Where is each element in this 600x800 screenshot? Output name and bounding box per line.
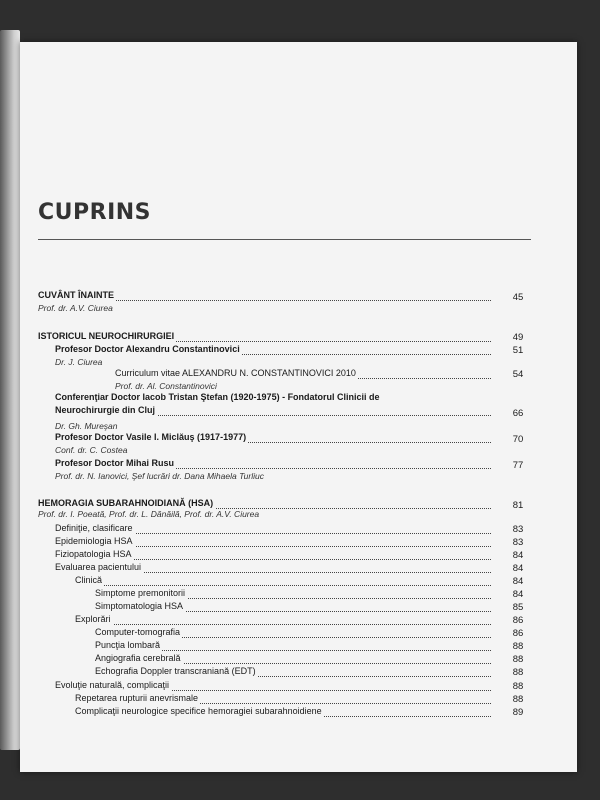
toc-entry-label: Curriculum vitae ALEXANDRU N. CONSTANTINOVICI 2010 — [115, 368, 356, 378]
toc-entry-label: Puncţia lombară — [95, 640, 161, 650]
toc-page-number: 84 — [512, 563, 524, 574]
toc-page-number: 66 — [512, 408, 524, 419]
toc-entry-label: Evaluarea pacientului — [55, 562, 142, 572]
toc-entry-label: Angiografia cerebrală — [95, 653, 181, 663]
toc-entry-label: Definiţie, clasificare — [55, 523, 133, 533]
toc-entry-label: Complicaţii neurologice specifice hemoragiei subarahnoidiene — [75, 706, 322, 716]
toc-entry-clinica[interactable] — [75, 573, 491, 586]
toc-entry-complicatii-neurologice[interactable] — [75, 704, 491, 717]
toc-author: Prof. dr. Al. Constantinovici — [115, 381, 217, 391]
toc-page-number: 86 — [512, 615, 524, 626]
toc-page-number: 81 — [512, 500, 524, 511]
book-page — [20, 42, 577, 772]
toc-entry-computer-tomografia[interactable] — [95, 625, 491, 638]
toc-entry-definitie-clasificare[interactable] — [55, 521, 491, 534]
toc-entry-angiografia-cerebrala[interactable] — [95, 651, 491, 664]
toc-page-number: 84 — [512, 550, 524, 561]
toc-entry-simptomatologia-hsa[interactable] — [95, 599, 491, 612]
toc-page-number: 77 — [512, 460, 524, 471]
toc-page-number: 84 — [512, 589, 524, 600]
toc-entry-evaluarea-pacientului[interactable] — [55, 560, 491, 573]
toc-entry-label: CUVÂNT ÎNAINTE — [38, 290, 114, 300]
toc-entry-label: Simptome premonitorii — [95, 588, 186, 598]
toc-entry-simptome-premonitorii[interactable] — [95, 586, 491, 599]
toc-entry-label: Echografia Doppler transcraniană (EDT) — [95, 666, 256, 676]
toc-entry-hemoragia-subarahnoidiana[interactable] — [38, 496, 491, 509]
book-spine-edge — [0, 30, 20, 750]
toc-entry-label: Profesor Doctor Vasile I. Miclăuş (1917-1977) — [55, 432, 247, 442]
toc-entry-label: ISTORICUL NEUROCHIRURGIEI — [38, 331, 175, 341]
toc-entry-label: Fiziopatologia HSA — [55, 549, 132, 559]
toc-page-number: 45 — [512, 292, 524, 303]
toc-page-number: 54 — [512, 369, 524, 380]
toc-entry-label: Epidemiologia HSA — [55, 536, 133, 546]
toc-page-number: 83 — [512, 524, 524, 535]
toc-entry-label-line2: Neurochirurgie din Cluj — [55, 405, 156, 415]
toc-entry-label: HEMORAGIA SUBARAHNOIDIANĂ (HSA) — [38, 498, 214, 508]
toc-entry-label: Evoluţie naturală, complicaţii — [55, 680, 170, 690]
toc-page-number: 83 — [512, 537, 524, 548]
toc-entry-alexandru-constantinovici[interactable] — [55, 342, 491, 355]
toc-page-number: 49 — [512, 332, 524, 343]
toc-entry-echografia-doppler[interactable] — [95, 664, 491, 677]
toc-author: Prof. dr. I. Poeată, Prof. dr. L. Dănăilă, Prof. dr. A.V. Ciurea — [38, 509, 260, 519]
toc-page-number: 88 — [512, 654, 524, 665]
toc-page-number: 88 — [512, 694, 524, 705]
toc-page-number: 85 — [512, 602, 524, 613]
toc-entry-vasile-miclaus[interactable] — [55, 430, 491, 443]
toc-entry-curriculum-vitae[interactable] — [115, 366, 491, 379]
toc-entry-label: Computer-tomografia — [95, 627, 181, 637]
toc-page-number: 88 — [512, 681, 524, 692]
toc-page-number: 88 — [512, 641, 524, 652]
toc-author: Prof. dr. A.V. Ciurea — [38, 303, 113, 313]
toc-entry-label: Repetarea rupturii anevrismale — [75, 693, 199, 703]
toc-entry-fiziopatologia-hsa[interactable] — [55, 547, 491, 560]
toc-entry-label: Clinică — [75, 575, 103, 585]
toc-entry-mihai-rusu[interactable] — [55, 456, 491, 469]
toc-entry-punctia-lombara[interactable] — [95, 638, 491, 651]
toc-page-number: 70 — [512, 434, 524, 445]
toc-entry-iacob-tristan-stefan-cont[interactable] — [55, 403, 491, 416]
toc-entry-epidemiologia-hsa[interactable] — [55, 534, 491, 547]
toc-entry-label: Profesor Doctor Mihai Rusu — [55, 458, 175, 468]
toc-author: Dr. Gh. Mureşan — [55, 421, 118, 431]
toc-page-number: 88 — [512, 667, 524, 678]
toc-entry-label: Simptomatologia HSA — [95, 601, 184, 611]
toc-author: Dr. J. Ciurea — [55, 357, 103, 367]
toc-author: Conf. dr. C. Costea — [55, 445, 128, 455]
toc-entry-explorari[interactable] — [75, 612, 491, 625]
toc-page-number: 86 — [512, 628, 524, 639]
table-of-contents — [20, 42, 577, 772]
toc-entry-evolutie-naturala[interactable] — [55, 678, 491, 691]
toc-page-number: 51 — [512, 345, 524, 356]
toc-page-number: 84 — [512, 576, 524, 587]
page-title: CUPRINS — [38, 200, 152, 225]
toc-entry-cuvant-inainte[interactable] — [38, 288, 491, 301]
toc-page-number: 89 — [512, 707, 524, 718]
toc-entry-label: Explorări — [75, 614, 111, 624]
toc-entry-label-line1: Conferenţiar Doctor Iacob Tristan Ştefan (1920-1975) - Fondatorul Clinicii de — [55, 392, 380, 402]
toc-entry-label: Profesor Doctor Alexandru Constantinovici — [55, 344, 240, 354]
toc-entry-repetarea-rupturii[interactable] — [75, 691, 491, 704]
toc-entry-istoricul-neurochirurgiei[interactable] — [38, 329, 491, 342]
toc-author: Prof. dr. N. Ianovici, Şef lucrări dr. Dana Mihaela Turliuc — [55, 471, 264, 481]
